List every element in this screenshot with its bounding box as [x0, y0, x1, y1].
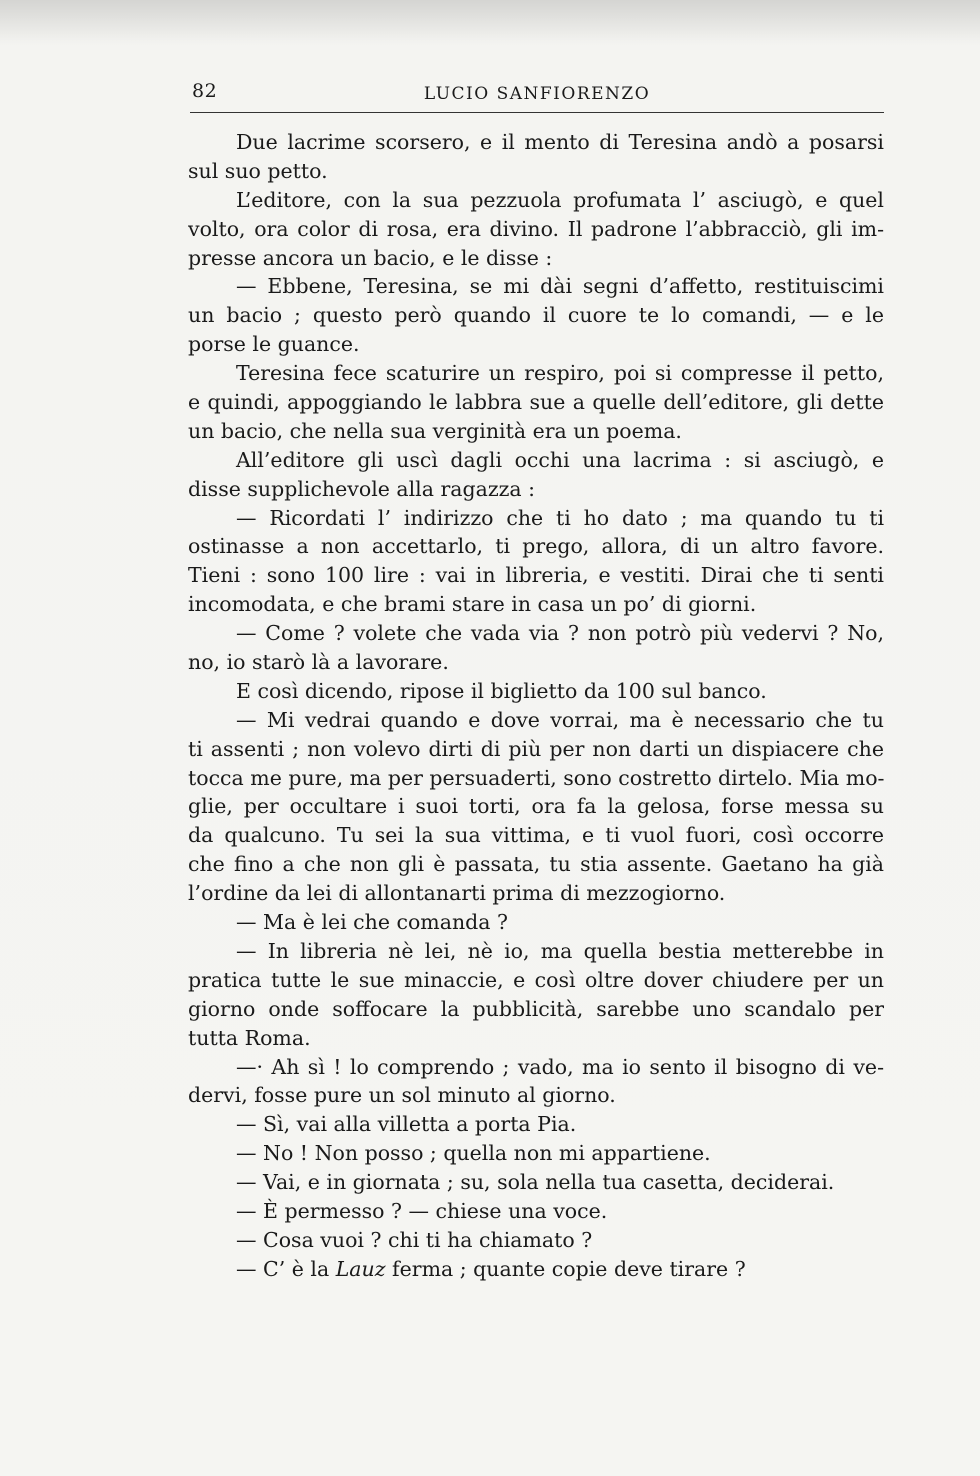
text-line-content: un bacio ; questo però quando il cuore te lo comandi, — e le: [188, 303, 884, 328]
text-line-content: Teresina fece scaturire un respiro, poi si compresse il petto,: [236, 361, 884, 386]
text-line-content: — Mi vedrai quando e dove vorrai, ma è necessario che tu: [236, 707, 884, 732]
text-line-content: presse ancora un bacio, e le disse :: [188, 245, 553, 270]
text-line-content: — Vai, e in giornata ; su, sola nella tua casetta, deciderai.: [236, 1170, 835, 1195]
text-line-content: sul suo petto.: [188, 158, 328, 183]
text-line-content: incomodata, e che brami stare in casa un po’ di giorni.: [188, 592, 757, 617]
text-line: [188, 966, 884, 995]
italic-name: Lauz: [335, 1256, 386, 1281]
text-line: [188, 532, 884, 561]
text-line: [188, 648, 884, 677]
text-line: [188, 619, 884, 648]
text-line: [188, 706, 884, 735]
text-line: [188, 821, 884, 850]
text-line-content: — Sì, vai alla villetta a porta Pia.: [236, 1112, 577, 1137]
text-line-content: — In libreria nè lei, nè io, ma quella bestia metterebbe in: [236, 938, 884, 963]
text-line: [188, 1197, 884, 1226]
text-line: [188, 1255, 884, 1284]
text-line-content: pratica tutte le sue minaccie, e così oltre dover chiudere per un: [188, 967, 884, 992]
text-line-content: — No ! Non posso ; quella non mi appartiene.: [236, 1141, 711, 1166]
text-line: [188, 272, 884, 301]
text-line-content: — C’ è la: [236, 1256, 336, 1281]
text-line: [188, 879, 884, 908]
text-line: [188, 244, 884, 273]
text-line-content: — Ma è lei che comanda ?: [236, 910, 509, 935]
text-line: [188, 1053, 884, 1082]
scan-edge-shadow: [0, 0, 980, 46]
text-line: [188, 301, 884, 330]
text-line-content: porse le guance.: [188, 332, 360, 357]
text-line-content: glie, per occultare i suoi torti, ora fa la gelosa, forse messa su: [188, 794, 884, 819]
text-line-content: ti assenti ; non volevo dirti di più per non darti un dispiacere che: [188, 736, 884, 761]
text-line-content: Tieni : sono 100 lire : vai in libreria, e vestiti. Dirai che ti senti: [188, 563, 884, 588]
text-line-content: Due lacrime scorsero, e il mento di Teresina andò a posarsi: [236, 130, 884, 154]
text-line-content: un bacio, che nella sua verginità era un poema.: [188, 418, 682, 443]
page-header: [190, 80, 884, 114]
text-line: [188, 215, 884, 244]
text-line: [188, 561, 884, 590]
text-line-content: tutta Roma.: [188, 1025, 311, 1050]
text-line: [188, 157, 884, 186]
text-line: [188, 908, 884, 937]
text-line: [188, 850, 884, 879]
text-line: [188, 417, 884, 446]
page-number: 82: [192, 80, 218, 102]
text-line: [188, 1139, 884, 1168]
text-line-content: disse supplichevole alla ragazza :: [188, 476, 536, 501]
text-line-content: l’ordine da lei di allontanarti prima di mezzogiorno.: [188, 881, 726, 906]
text-line-content: no, io starò là a lavorare.: [188, 650, 449, 675]
text-line: [188, 995, 884, 1024]
text-line: [188, 1024, 884, 1053]
text-line: [188, 1226, 884, 1255]
text-line-content: — Ricordati l’ indirizzo che ti ho dato ; ma quando tu ti: [236, 505, 884, 530]
text-line: [188, 1168, 884, 1197]
running-title: LUCIO SANFIORENZO: [423, 84, 651, 104]
text-line: [188, 388, 884, 417]
text-line: [188, 475, 884, 504]
text-line-content: L’editore, con la sua pezzuola profumata l’ asciugò, e quel: [236, 187, 884, 212]
text-line: [188, 937, 884, 966]
text-line-content: E così dicendo, ripose il biglietto da 100 sul banco.: [236, 678, 767, 703]
text-line: [188, 504, 884, 533]
text-line-content: All’editore gli uscì dagli occhi una lacrima : si asciugò, e: [236, 447, 884, 472]
text-line-content: da qualcuno. Tu sei la sua vittima, e ti vuol fuori, così occorre: [188, 823, 884, 848]
text-line: [188, 128, 884, 157]
text-line-content: e quindi, appoggiando le labbra sue a quelle dell’editore, gli dette: [188, 390, 884, 415]
text-line: [188, 590, 884, 619]
text-line-content: — Cosa vuoi ? chi ti ha chiamato ?: [236, 1227, 593, 1252]
text-line: [188, 792, 884, 821]
text-line-content: tocca me pure, ma per persuaderti, sono costretto dirtelo. Mia mo-: [188, 765, 884, 790]
text-line: [188, 1110, 884, 1139]
text-line: [188, 359, 884, 388]
text-line: [188, 446, 884, 475]
text-line-content: — Come ? volete che vada via ? non potrò più vedervi ? No,: [236, 621, 884, 646]
text-line: [188, 735, 884, 764]
text-line: [188, 764, 884, 793]
text-line-content: — Ebbene, Teresina, se mi dài segni d’affetto, restituiscimi: [236, 274, 884, 299]
text-line-content: — È permesso ? — chiese una voce.: [236, 1198, 608, 1223]
header-rule: [190, 112, 884, 113]
text-line-content: volto, ora color di rosa, era divino. Il padrone l’abbracciò, gli im-: [188, 216, 884, 241]
text-line-content: ostinasse a non accettarlo, ti prego, allora, di un altro favore.: [188, 534, 884, 559]
body-text: [188, 128, 884, 1284]
text-line-content: dervi, fosse pure un sol minuto al giorno.: [188, 1083, 616, 1108]
text-line-content: che fino a che non gli è passata, tu stia assente. Gaetano ha già: [188, 852, 884, 877]
text-line: [188, 677, 884, 706]
text-line: [188, 1081, 884, 1110]
text-line-content: giorno onde soffocare la pubblicità, sarebbe uno scandalo per: [188, 996, 884, 1021]
text-line: [188, 330, 884, 359]
text-line-continuation: ferma ; quante copie deve tirare ?: [385, 1256, 746, 1281]
text-line-content: —· Ah sì ! lo comprendo ; vado, ma io sento il bisogno di ve-: [236, 1054, 884, 1079]
text-line: [188, 186, 884, 215]
